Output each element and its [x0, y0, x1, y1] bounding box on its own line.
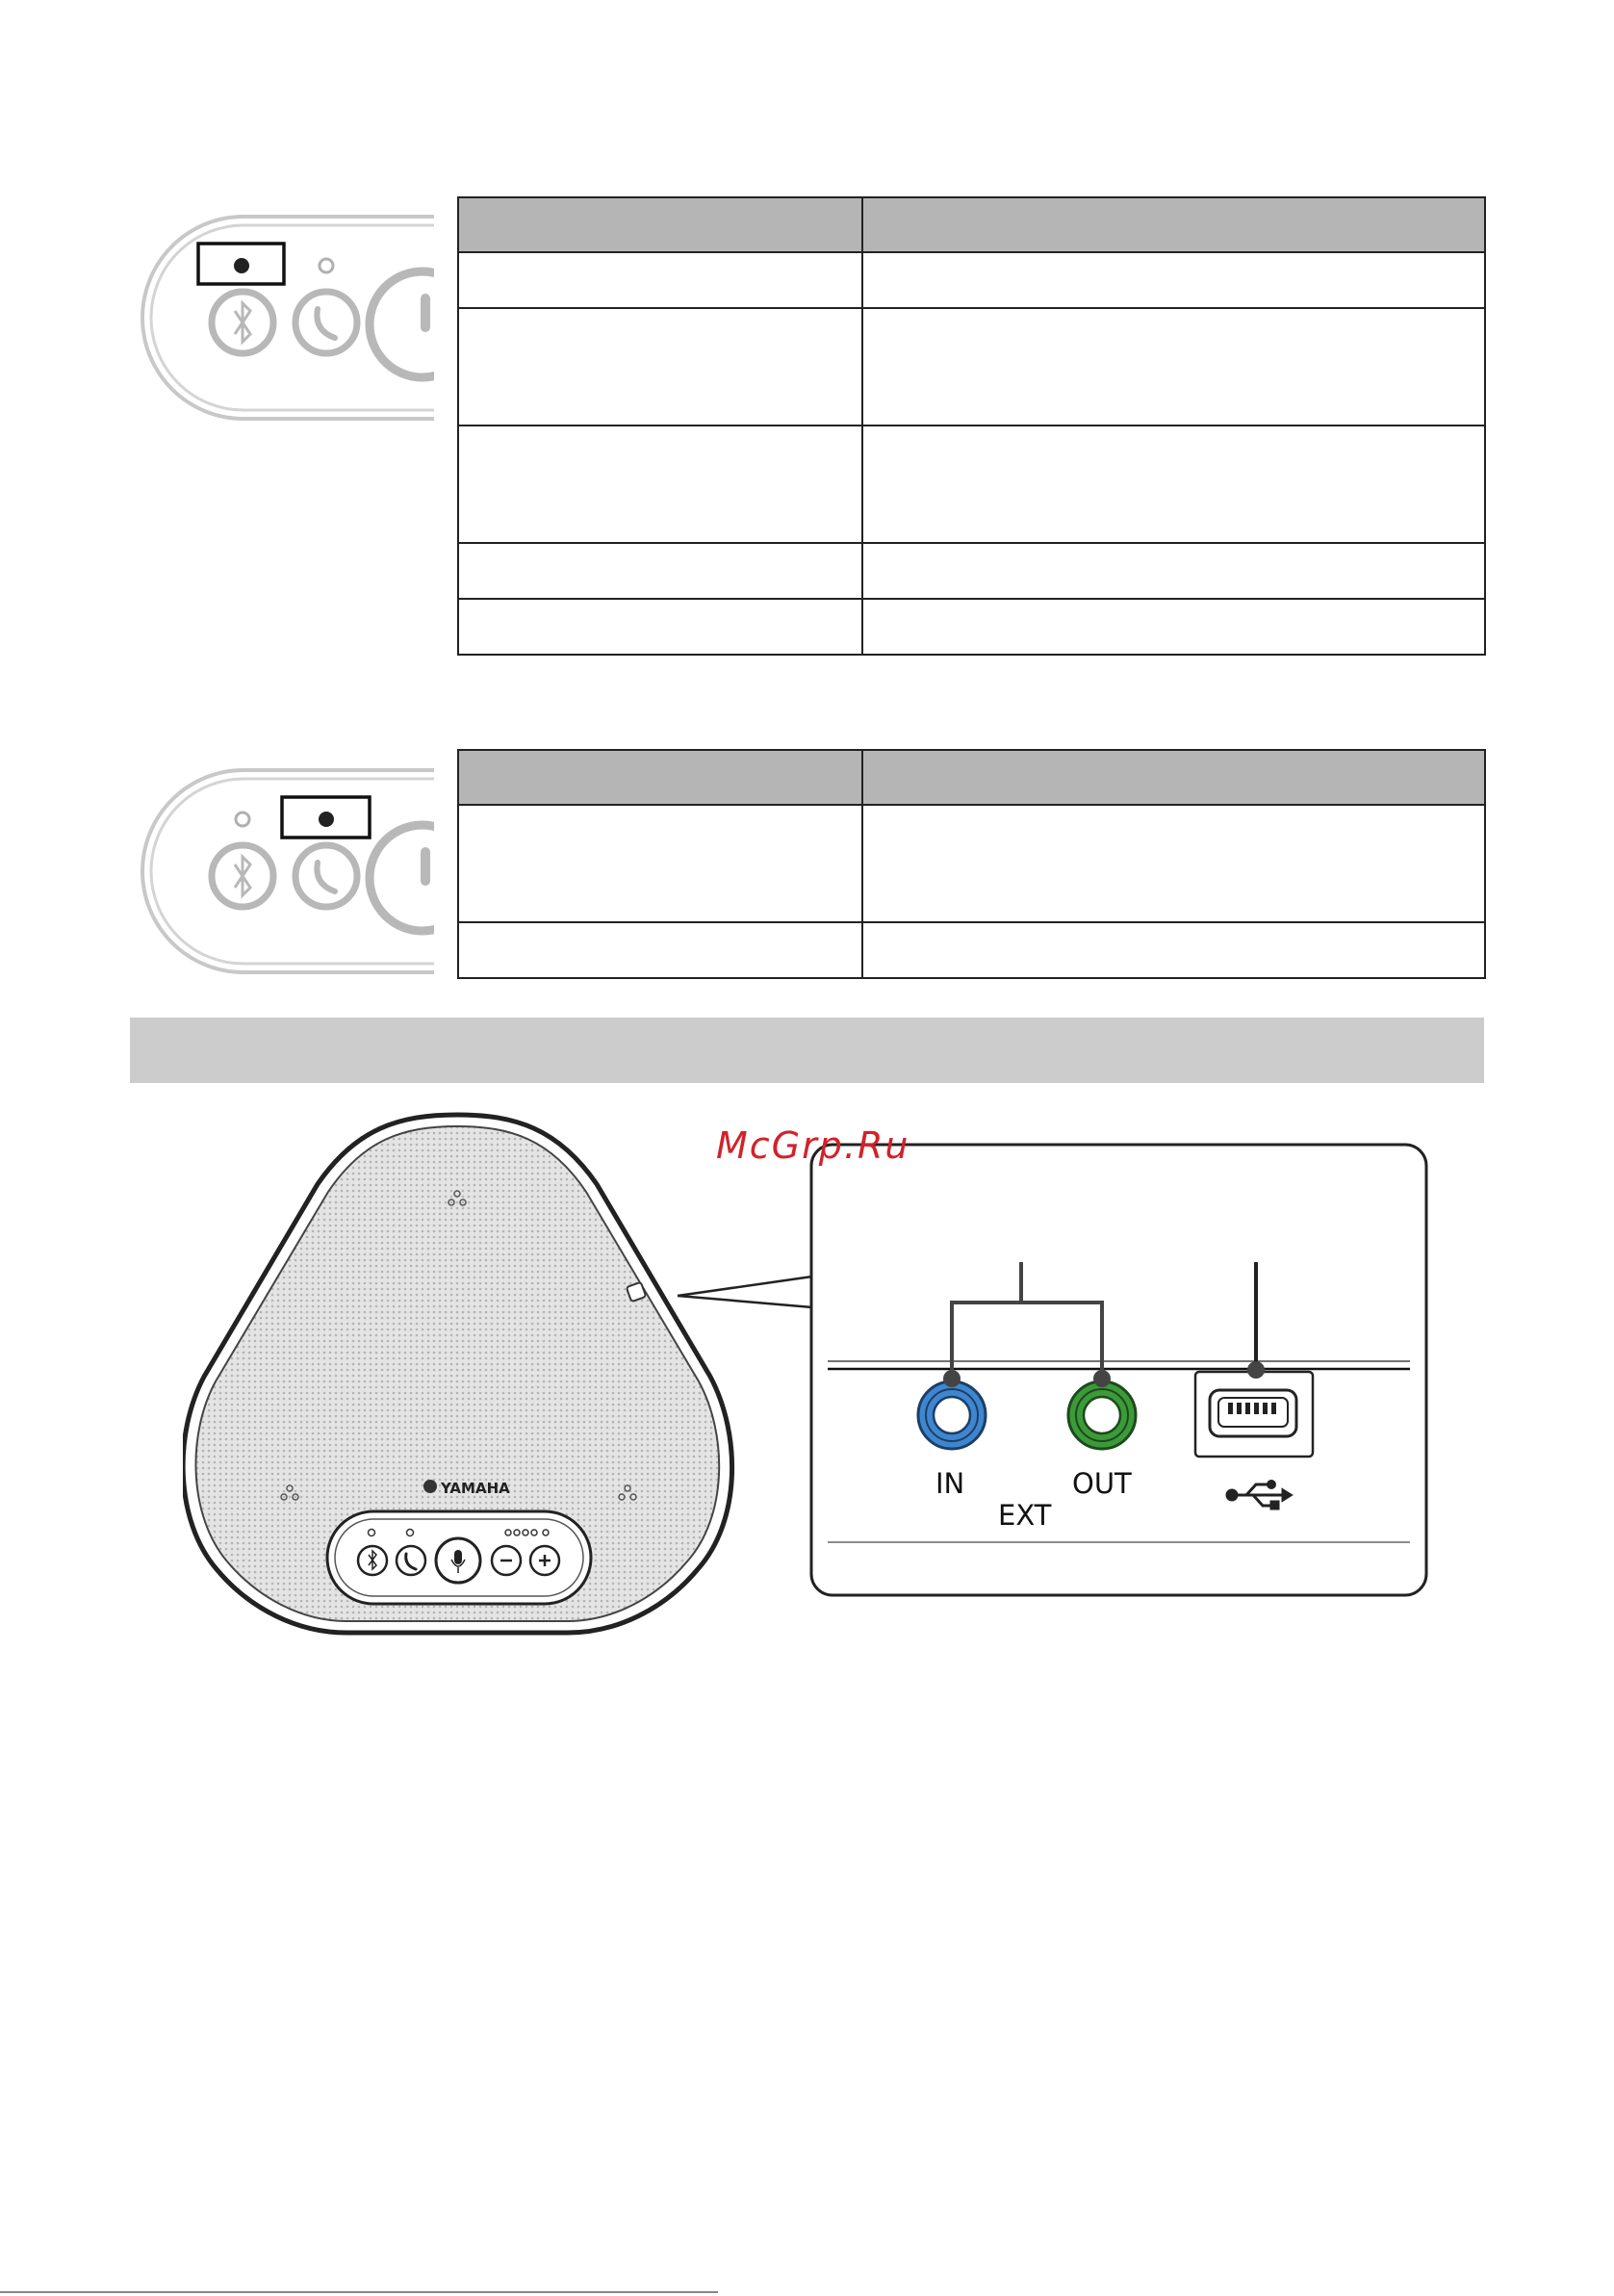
table-cell [862, 922, 1485, 978]
ext-out-label: OUT [1072, 1467, 1132, 1500]
table-cell [458, 426, 862, 543]
table-cell [458, 543, 862, 599]
bluetooth-button [212, 845, 273, 907]
table-cell [458, 922, 862, 978]
volume-up-button [530, 1546, 559, 1575]
connector-inset [808, 1142, 1429, 1598]
table-cell [862, 308, 1485, 426]
bluetooth-button [212, 292, 273, 353]
phone-button [397, 1546, 425, 1575]
phone-button [295, 845, 357, 907]
phone-button [295, 292, 357, 353]
table-cell [862, 543, 1485, 599]
callout-lines [664, 1223, 818, 1319]
table-row [458, 805, 1485, 922]
table-row [458, 252, 1485, 308]
bluetooth-led [234, 258, 249, 273]
table-cell [458, 252, 862, 308]
led-table-1 [457, 196, 1486, 656]
table-cell [862, 426, 1485, 543]
table-cell [862, 252, 1485, 308]
table-header-cell [458, 750, 862, 805]
brand-logo: YAMAHA [441, 1480, 510, 1497]
ext-in-label: IN [935, 1467, 965, 1500]
table-header-cell [458, 197, 862, 252]
microphone-icon [454, 1550, 462, 1564]
led-table-2 [457, 749, 1486, 979]
section-heading-bar [130, 1018, 1484, 1083]
table-cell [458, 805, 862, 922]
usb-port [1195, 1361, 1313, 1457]
volume-down-button [492, 1546, 521, 1575]
table-row [458, 543, 1485, 599]
yamaha-logo-icon [423, 1480, 437, 1493]
table-row [458, 426, 1485, 543]
bluetooth-led [236, 813, 249, 826]
table-header-cell [862, 197, 1485, 252]
speakerphone-illustration [183, 1107, 741, 1646]
table-cell [458, 599, 862, 655]
indicator-diagram-call [135, 761, 443, 982]
ext-label: EXT [998, 1499, 1052, 1532]
table-header-row [458, 750, 1485, 805]
table-cell [862, 805, 1485, 922]
bluetooth-button [358, 1546, 387, 1575]
indicator-diagram-bluetooth [135, 207, 443, 428]
table-row [458, 308, 1485, 426]
table-cell [862, 599, 1485, 655]
table-cell [458, 308, 862, 426]
table-header-cell [862, 750, 1485, 805]
watermark: McGrp.Ru [716, 1124, 910, 1167]
footer-rule [0, 2291, 718, 2293]
table-row [458, 922, 1485, 978]
table-header-row [458, 197, 1485, 252]
call-led [320, 259, 333, 272]
microphone-button [436, 1538, 480, 1583]
call-led [319, 812, 334, 827]
table-row [458, 599, 1485, 655]
